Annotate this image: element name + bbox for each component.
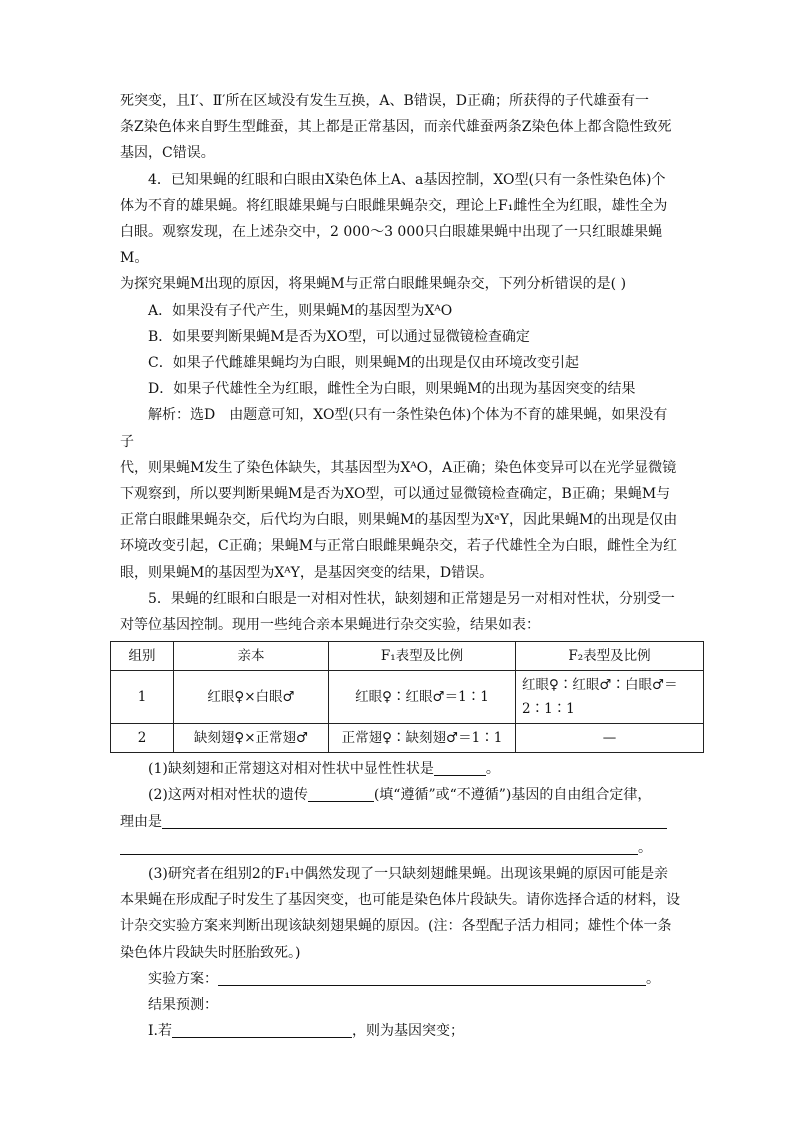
analysis-line: 代，则果蝇M发生了染色体缺失，其基因型为XᴬO，A正确；染色体变异可以在光学显微镜 <box>120 459 677 476</box>
analysis-line: 下观察到，所以要判断果蝇M是否为XO型，可以通过显微镜检查确定，B正确；果蝇M与 <box>120 486 671 503</box>
subquestion-1 <box>120 756 680 782</box>
subquestion-2-text: (填“遵循”或“不遵循”)基因的自由组合定律， <box>373 787 652 804</box>
question-4 <box>120 167 680 586</box>
subquestion-3-line: (3)研究者在组别2的F₁中偶然发现了一只缺刻翅雌果蝇。出现该果蝇的原因可能是亲 <box>148 866 669 883</box>
table-cell: 红眼♀∶红眼♂＝1∶1 <box>329 671 516 724</box>
punctuation: 。 <box>485 761 500 778</box>
table-cell: 红眼♀∶红眼♂∶白眼♂＝2∶1∶1 <box>516 671 704 724</box>
table-header-cell: F₂表型及比例 <box>516 642 704 671</box>
plan-label: 实验方案： <box>148 970 218 987</box>
subquestion-2-text: (2)这两对相对性状的遗传 <box>148 787 308 804</box>
text-line: 死突变，且Ⅰ′、Ⅱ′所在区域没有发生互换，A、B错误，D正确；所获得的子代雄蚕有一 <box>120 93 650 109</box>
result-1-text: ，则为基因突变； <box>351 1023 464 1040</box>
punctuation: 。 <box>646 970 660 987</box>
reason-line <box>120 809 680 835</box>
reason-line-2 <box>120 835 680 861</box>
table-cell: 红眼♀×白眼♂ <box>174 671 329 724</box>
intro-paragraph <box>120 88 680 167</box>
question-4-stem-line: 体为不育的雄果蝇。将红眼雄果蝇与白眼雌果蝇杂交，理论上F₁雌性全为红眼，雄性全为 <box>120 197 668 214</box>
subquestion-1-text: (1)缺刻翅和正常翅这对相对性状中显性性状是 <box>148 761 434 778</box>
punctuation: 。 <box>638 839 652 856</box>
analysis-line: 环境改变引起，C正确；果蝇M与正常白眼雌果蝇杂交，若子代雄性全为白眼，雌性全为红 <box>120 538 678 555</box>
question-5-stem-line: 5．果蝇的红眼和白眼是一对相对性状，缺刻翅和正常翅是另一对相对性状，分别受一 <box>148 590 675 607</box>
table-cell: 2 <box>111 724 174 753</box>
option-c: C．如果子代雌雄果蝇均为白眼，则果蝇M的出现是仅由环境改变引起 <box>148 355 580 372</box>
experiment-plan <box>120 966 680 992</box>
answer-blank[interactable] <box>218 969 646 986</box>
result-1 <box>120 1018 680 1044</box>
question-5 <box>120 586 680 1045</box>
table-row <box>111 724 704 753</box>
table-header-row <box>111 642 704 671</box>
table-cell: — <box>516 724 704 753</box>
analysis-line: 眼，则果蝇M的基因型为XᴬY，是基因突变的结果，D错误。 <box>120 564 494 581</box>
option-b: B．如果要判断果蝇M是否为XO型，可以通过显微镜检查确定 <box>148 328 530 345</box>
analysis-line: 正常白眼雌果蝇杂交，后代均为白眼，则果蝇M的基因型为XᵃY，因此果蝇M的出现是仅由 <box>120 512 678 529</box>
reason-label: 理由是 <box>120 813 162 830</box>
subquestion-2 <box>120 782 680 808</box>
question-5-stem-line: 对等位基因控制。现用一些纯合亲本果蝇进行杂交实验，结果如表： <box>120 617 540 634</box>
subquestion-3-line: 本果蝇在形成配子时发生了基因突变，也可能是染色体片段缺失。请你选择合适的材料，设 <box>120 892 680 909</box>
answer-blank[interactable] <box>120 838 638 855</box>
question-4-stem-line: 为探究果蝇M出现的原因，将果蝇M与正常白眼雌果蝇杂交，下列分析错误的是( ) <box>120 276 627 293</box>
results-table <box>110 641 704 753</box>
text-line: 基因，C错误。 <box>120 145 215 162</box>
question-4-stem-line: 4．已知果蝇的红眼和白眼由X染色体上A、a基因控制，XO型(只有一条性染色体)个 <box>148 171 666 188</box>
table-header-cell: F₁表型及比例 <box>329 642 516 671</box>
table-header-cell: 亲本 <box>174 642 329 671</box>
table-header-cell: 组别 <box>111 642 174 671</box>
analysis-line: 解析：选D 由题意可知，XO型(只有一条性染色体)个体为不育的雄果蝇，如果没有子 <box>120 407 668 450</box>
predict-label: 结果预测： <box>148 997 218 1014</box>
text-line: 条Z染色体来自野生型雌蚕，其上都是正常基因，而亲代雄蚕两条Z染色体上都含隐性致死 <box>120 119 672 136</box>
subquestion-3-line: 计杂交实验方案来判断出现该缺刻翅果蝇的原因。(注：各型配子活力相同；雄性个体一条 <box>120 918 672 935</box>
table-cell: 1 <box>111 671 174 724</box>
result-1-text: Ⅰ.若 <box>148 1023 172 1040</box>
answer-blank[interactable] <box>172 1021 352 1038</box>
subquestion-3-line: 染色体片段缺失时胚胎致死。) <box>120 944 301 961</box>
table-cell: 正常翅♀∶缺刻翅♂＝1∶1 <box>329 724 516 753</box>
table-row <box>111 671 704 724</box>
question-4-stem-line: 白眼。观察发现，在上述杂交中，2 000～3 000只白眼雄果蝇中出现了一只红眼雄果蝇M。 <box>120 224 663 267</box>
option-a: A．如果没有子代产生，则果蝇M的基因型为XᴬO <box>148 302 453 319</box>
answer-blank[interactable] <box>308 785 374 802</box>
document-content <box>120 88 680 1045</box>
table-cell: 缺刻翅♀×正常翅♂ <box>174 724 329 753</box>
option-d: D．如果子代雄性全为红眼，雌性全为白眼，则果蝇M的出现为基因突变的结果 <box>148 381 636 398</box>
answer-blank[interactable] <box>162 812 667 829</box>
answer-blank[interactable] <box>434 759 486 776</box>
